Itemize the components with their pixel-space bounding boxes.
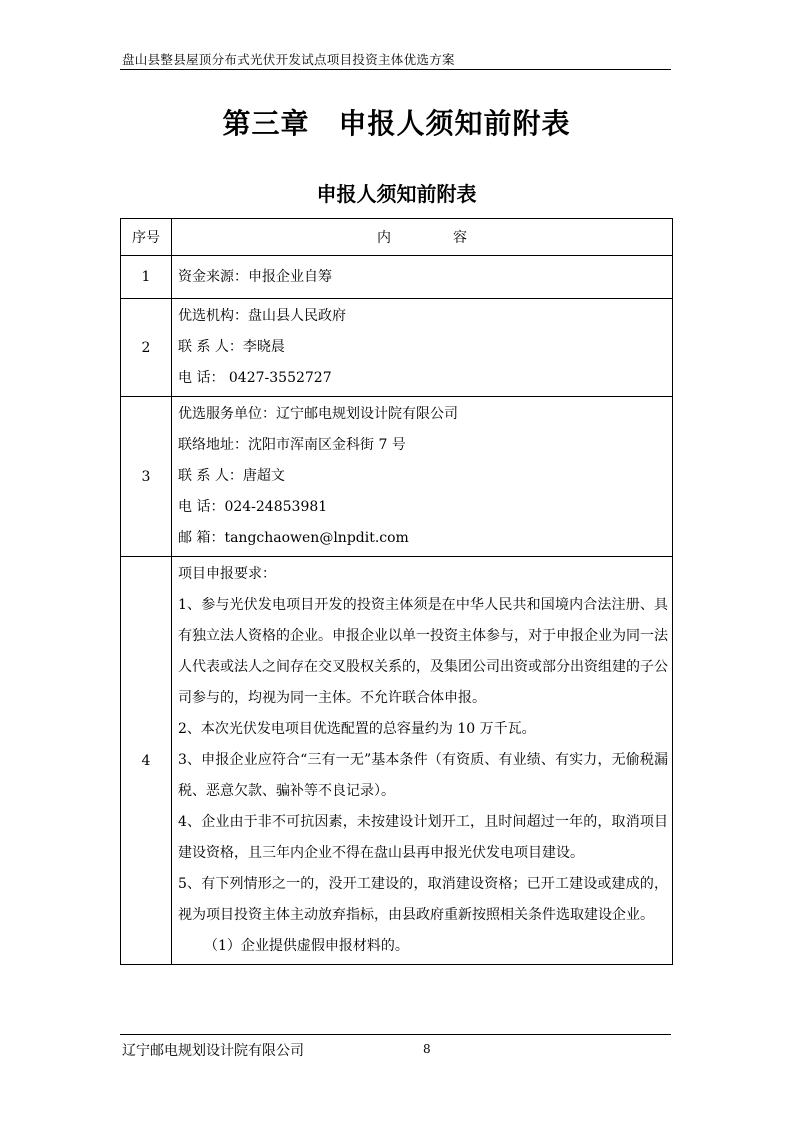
row-number: 1 (121, 256, 172, 299)
row-number: 4 (121, 557, 172, 965)
header-rule (120, 69, 671, 70)
footer-rule (120, 1034, 671, 1035)
requirements-heading: 项目申报要求： (178, 566, 276, 582)
table-title: 申报人须知前附表 (316, 182, 477, 206)
row-content (172, 397, 673, 557)
column-header-number: 序号 (121, 219, 172, 256)
row-content (172, 557, 673, 965)
requirement-item: 5、有下列情形之一的，没开工建设的，取消建设资格；已开工建设或建成的，视为项目投资主体主动放弃指标，由县政府重新按照相关条件选取建设企业。 (178, 876, 668, 923)
row-number: 3 (121, 397, 172, 557)
column-header-content-part2: 容 (453, 230, 467, 246)
footer-company: 辽宁邮电规划设计院有限公司 (122, 1043, 304, 1059)
table-header-row (121, 219, 673, 256)
column-header-content-part1: 内 (377, 230, 391, 246)
requirement-item: 2、本次光伏发电项目优选配置的总容量约为 10 万千瓦。 (178, 721, 536, 737)
phone-line: 电 话：024-24853981 (178, 499, 328, 515)
requirement-item: 4、企业由于非不可抗因素，未按建设计划开工，且时间超过一年的，取消项目建设资格，且三年内企业不得在盘山县再申报光伏发电项目建设。 (178, 814, 668, 861)
contact-person-line: 联 系 人：李晓晨 (178, 339, 285, 355)
page-number: 8 (423, 1042, 431, 1056)
running-header: 盘山县整县屋顶分布式光伏开发试点项目投资主体优选方案 (122, 52, 455, 67)
requirement-item: 3、申报企业应符合“三有一无”基本条件（有资质、有业绩、有实力，无偷税漏税、恶意欠款、骗补等不良记录）。 (178, 752, 668, 799)
table-row (121, 557, 673, 965)
column-header-content (172, 219, 673, 256)
table-row (121, 256, 673, 299)
address-line: 联络地址：沈阳市浑南区金科街 7 号 (178, 437, 406, 453)
email-line: 邮 箱：tangchaowen@lnpdit.com (178, 530, 409, 546)
row-content (172, 256, 673, 299)
table-row (121, 397, 673, 557)
funding-source-line: 资金来源：申报企业自筹 (178, 268, 332, 285)
phone-line: 电 话： 0427-3552727 (178, 370, 332, 386)
requirement-subitem: （1）企业提供虚假申报材料的。 (204, 938, 409, 954)
chapter-title: 第三章 申报人须知前附表 (222, 107, 571, 140)
row-content (172, 299, 673, 397)
requirement-item: 1、参与光伏发电项目开发的投资主体须是在中华人民共和国境内合法注册、具有独立法人资格的企业。申报企业以单一投资主体参与，对于申报企业为同一法人代表或法人之间存在交叉股权关系的，及集团公司出资或部分出资组建的子公司参与的，均视为同一主体。不允许联合体申报。 (178, 597, 668, 706)
requirements-table (120, 218, 673, 965)
service-unit-line: 优选服务单位：辽宁邮电规划设计院有限公司 (178, 406, 458, 422)
table-row (121, 299, 673, 397)
organizer-line: 优选机构：盘山县人民政府 (178, 308, 346, 324)
row-number: 2 (121, 299, 172, 397)
contact-person-line: 联 系 人：唐超文 (178, 468, 285, 484)
